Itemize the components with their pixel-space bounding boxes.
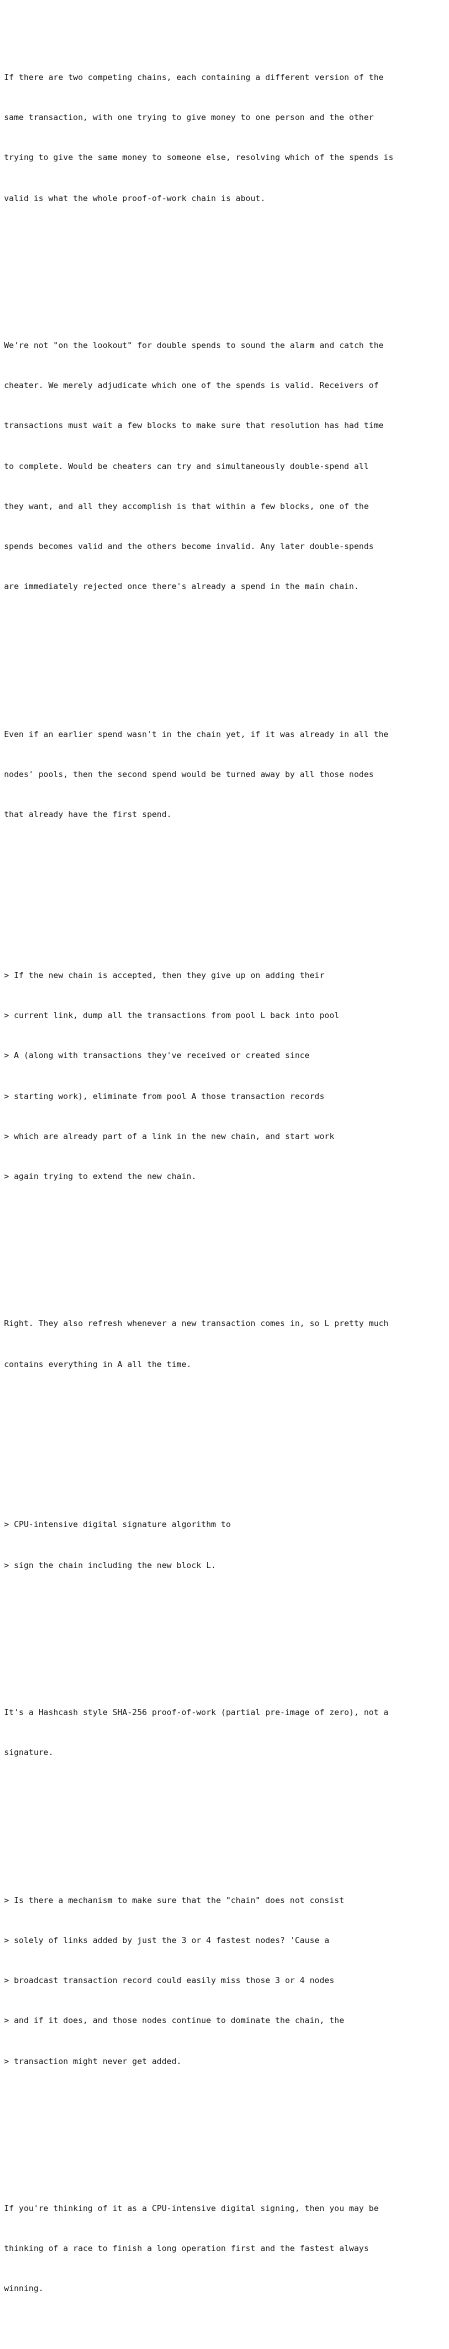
paragraph-gap bbox=[4, 1626, 445, 1639]
paragraph-gap bbox=[4, 259, 445, 272]
text-line: Right. They also refresh whenever a new transaction comes in, so L pretty much bbox=[4, 1318, 389, 1329]
text-line: winning. bbox=[4, 2283, 44, 2294]
text-line: We're not "on the lookout" for double spends to sound the alarm and catch the bbox=[4, 340, 384, 351]
paragraph-gap bbox=[4, 1425, 445, 1452]
text-line: transactions must wait a few blocks to make sure that resolution has had time bbox=[4, 420, 384, 431]
email-body bbox=[4, 4, 445, 2349]
quoted-line: > Is there a mechanism to make sure that the "chain" does not consist bbox=[4, 1894, 345, 1905]
paragraph-double-spend bbox=[4, 312, 445, 620]
paragraph-hashcash bbox=[4, 1679, 445, 1786]
quoted-line: > A (along with transactions they've received or created since bbox=[4, 1050, 310, 1061]
text-line: trying to give the same money to someone else, resolving which of the spends is bbox=[4, 152, 394, 163]
text-line: are immediately rejected once there's already a spend in the main chain. bbox=[4, 581, 359, 592]
text-line: Even if an earlier spend wasn't in the chain yet, if it was already in all the bbox=[4, 728, 389, 739]
quoted-line: > again trying to extend the new chain. bbox=[4, 1171, 197, 1181]
paragraph-gap bbox=[4, 647, 445, 660]
paragraph-refresh bbox=[4, 1291, 445, 1398]
text-line: cheater. We merely adjudicate which one of the spends is valid. Receivers of bbox=[4, 380, 379, 391]
quoted-line: > CPU-intensive digital signature algorithm to bbox=[4, 1519, 231, 1530]
quoted-line: > broadcast transaction record could easily miss those 3 or 4 nodes bbox=[4, 1975, 335, 1986]
quoted-line: > current link, dump all the transactions from pool L back into pool bbox=[4, 1010, 340, 1021]
text-line: that already have the first spend. bbox=[4, 809, 172, 820]
text-line: It's a Hashcash style SHA-256 proof-of-work (partial pre-image of zero), not a bbox=[4, 1707, 389, 1718]
text-line: spends becomes valid and the others become invalid. Any later double-spends bbox=[4, 541, 374, 552]
text-line: contains everything in A all the time. bbox=[4, 1358, 192, 1369]
quoted-line: > If the new chain is accepted, then they give up on adding their bbox=[4, 969, 325, 980]
quoted-line: > transaction might never get added. bbox=[4, 2055, 182, 2066]
quoted-line: > solely of links added by just the 3 or 4 fastest nodes? 'Cause a bbox=[4, 1934, 330, 1945]
paragraph-gap bbox=[4, 1237, 445, 1250]
paragraph-gap bbox=[4, 2122, 445, 2135]
quote-fastest-nodes bbox=[4, 1867, 445, 2095]
quoted-line: > and if it does, and those nodes continue to dominate the chain, the bbox=[4, 2015, 345, 2026]
text-line: same transaction, with one trying to give money to one person and the other bbox=[4, 112, 374, 123]
text-line: valid is what the whole proof-of-work chain is about. bbox=[4, 192, 266, 203]
quoted-line: > sign the chain including the new block L. bbox=[4, 1559, 216, 1570]
text-line: If you're thinking of it as a CPU-intensive digital signing, then you may be bbox=[4, 2203, 379, 2214]
quoted-line: > which are already part of a link in the new chain, and start work bbox=[4, 1130, 335, 1141]
quote-signature bbox=[4, 1492, 445, 1599]
quote-new-chain bbox=[4, 942, 445, 1210]
paragraph-chain-competition bbox=[4, 44, 445, 232]
paragraph-gap bbox=[4, 1813, 445, 1826]
paragraph-gap bbox=[4, 875, 445, 902]
text-line: nodes' pools, then the second spend would be turned away by all those nodes bbox=[4, 768, 374, 779]
text-line: to complete. Would be cheaters can try and simultaneously double-spend all bbox=[4, 460, 369, 471]
text-line: thinking of a race to finish a long operation first and the fastest always bbox=[4, 2243, 369, 2254]
text-line: signature. bbox=[4, 1747, 54, 1758]
paragraph-race bbox=[4, 2175, 445, 2322]
text-line: they want, and all they accomplish is that within a few blocks, one of the bbox=[4, 500, 369, 511]
paragraph-earlier-spend bbox=[4, 701, 445, 848]
quoted-line: > starting work), eliminate from pool A those transaction records bbox=[4, 1090, 325, 1101]
text-line: If there are two competing chains, each containing a different version of the bbox=[4, 72, 384, 83]
